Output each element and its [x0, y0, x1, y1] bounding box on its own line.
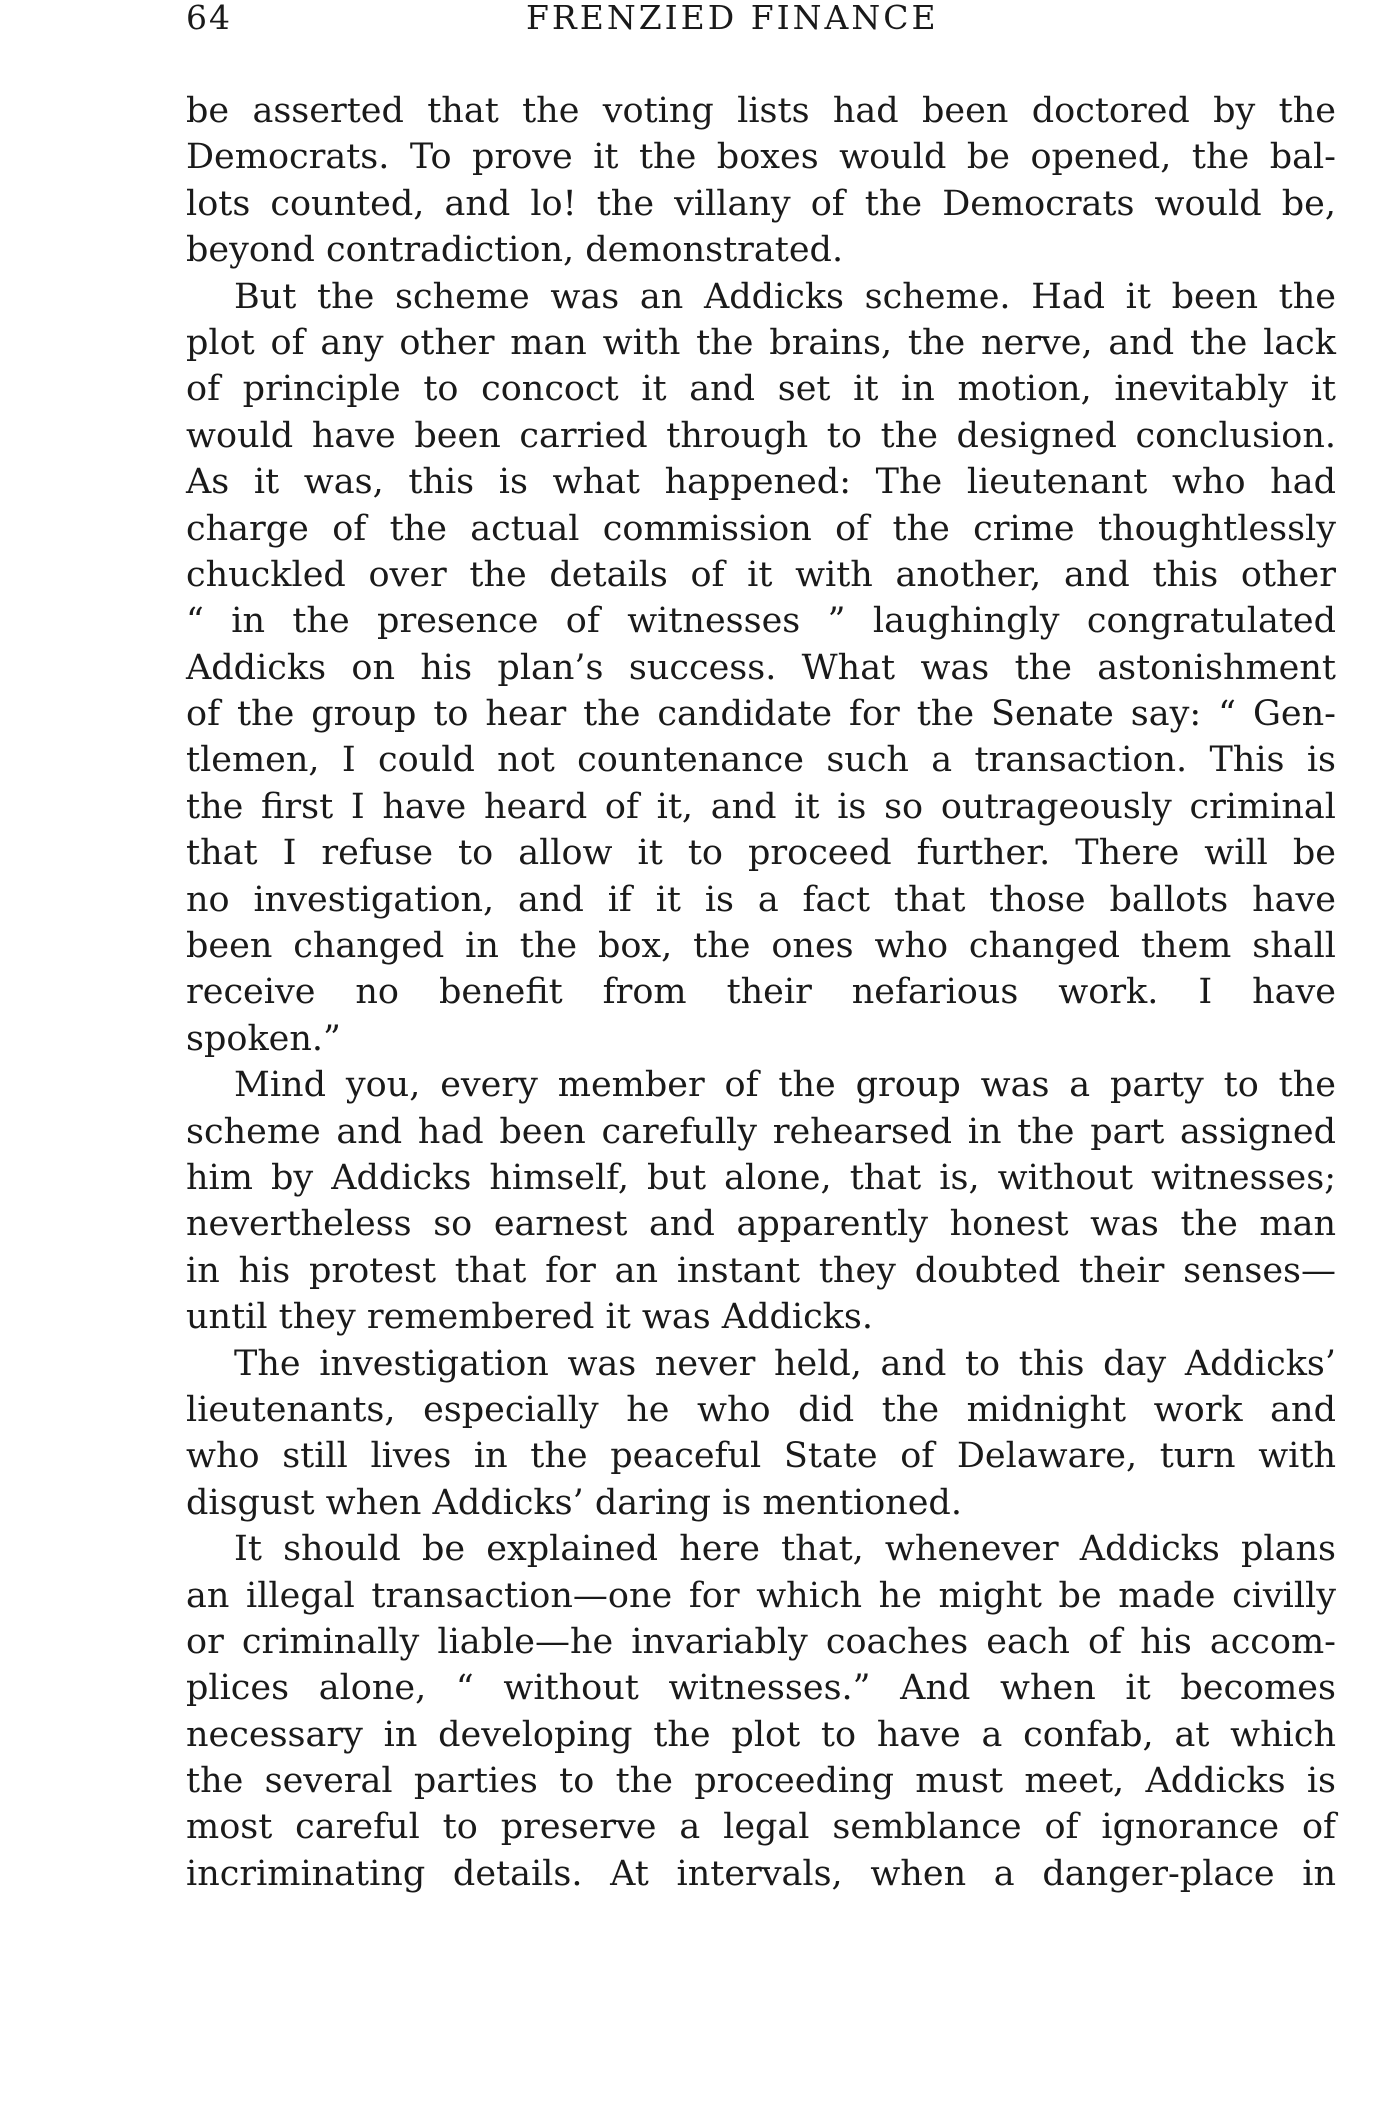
text-line: necessary in developing the plot to have a confab, at which	[186, 1714, 1336, 1755]
text-line: Democrats. To prove it the boxes would be opened, the bal-	[186, 137, 1336, 178]
text-line: spoken.”	[186, 1018, 341, 1059]
text-line: or criminally liable—he invariably coaches each of his accom-	[186, 1621, 1336, 1662]
text-line: an illegal transaction—one for which he might be made civilly	[186, 1575, 1336, 1616]
text-line: scheme and had been carefully rehearsed in the part assigned	[186, 1111, 1336, 1152]
text-line: lots counted, and lo! the villany of the Democrats would be,	[186, 183, 1336, 224]
text-line: of principle to concoct it and set it in motion, inevitably it	[186, 369, 1336, 410]
text-line: plot of any other man with the brains, the nerve, and the lack	[186, 322, 1336, 363]
text-line: “ in the presence of witnesses ” laughingly congratulated	[186, 601, 1336, 642]
text-line: no investigation, and if it is a fact that those ballots have	[186, 879, 1336, 920]
paragraph	[186, 1341, 1336, 1527]
text-line: plices alone, “ without witnesses.” And when it becomes	[186, 1668, 1336, 1709]
page-number: 64	[186, 0, 232, 37]
text-line: be asserted that the voting lists had been doctored by the	[186, 91, 1336, 131]
text-line: nevertheless so earnest and apparently honest was the man	[186, 1204, 1336, 1245]
text-line: the several parties to the proceeding must meet, Addicks is	[186, 1761, 1336, 1802]
text-line: who still lives in the peaceful State of Delaware, turn with	[186, 1436, 1336, 1477]
paragraph	[186, 1062, 1336, 1340]
text-line: been changed in the box, the ones who changed them shall	[186, 926, 1336, 967]
text-line: As it was, this is what happened: The lieutenant who had	[186, 462, 1336, 503]
text-line: incriminating details. At intervals, when a danger-place in	[186, 1853, 1336, 1894]
text-line: lieutenants, especially he who did the midnight work and	[186, 1389, 1336, 1430]
text-line: of the group to hear the candidate for the Senate say: “ Gen-	[186, 694, 1336, 735]
running-title: FRENZIED FINANCE	[526, 0, 939, 37]
text-line: Addicks on his plan’s success. What was the astonishment	[186, 647, 1336, 688]
text-line: most careful to preserve a legal semblance of ignorance of	[186, 1807, 1336, 1848]
paragraph	[186, 1526, 1336, 1897]
text-line: Mind you, every member of the group was a party to the	[234, 1065, 1336, 1106]
paragraph	[186, 88, 1336, 274]
text-line: charge of the actual commission of the crime thoughtlessly	[186, 508, 1336, 549]
text-line: him by Addicks himself, but alone, that is, without witnesses;	[186, 1157, 1336, 1198]
body-text	[186, 88, 1336, 1897]
text-line: tlemen, I could not countenance such a transaction. This is	[186, 740, 1336, 781]
text-line: in his protest that for an instant they doubted their senses—	[186, 1250, 1336, 1291]
text-line: the first I have heard of it, and it is so outrageously criminal	[186, 786, 1336, 827]
text-line: until they remembered it was Addicks.	[186, 1297, 873, 1338]
paragraph	[186, 274, 1336, 1063]
text-line: It should be explained here that, whenever Addicks plans	[234, 1529, 1336, 1570]
text-line: beyond contradiction, demonstrated.	[186, 230, 844, 271]
text-line: that I refuse to allow it to proceed further. There will be	[186, 833, 1336, 874]
text-line: The investigation was never held, and to this day Addicks’	[234, 1343, 1336, 1384]
text-line: disgust when Addicks’ daring is mentioned.	[186, 1482, 962, 1523]
text-line: But the scheme was an Addicks scheme. Had it been the	[234, 276, 1336, 317]
text-line: receive no benefit from their nefarious work. I have	[186, 972, 1336, 1013]
text-line: would have been carried through to the designed conclusion.	[186, 415, 1336, 456]
text-line: chuckled over the details of it with another, and this other	[186, 554, 1336, 595]
running-head	[186, 0, 1338, 40]
